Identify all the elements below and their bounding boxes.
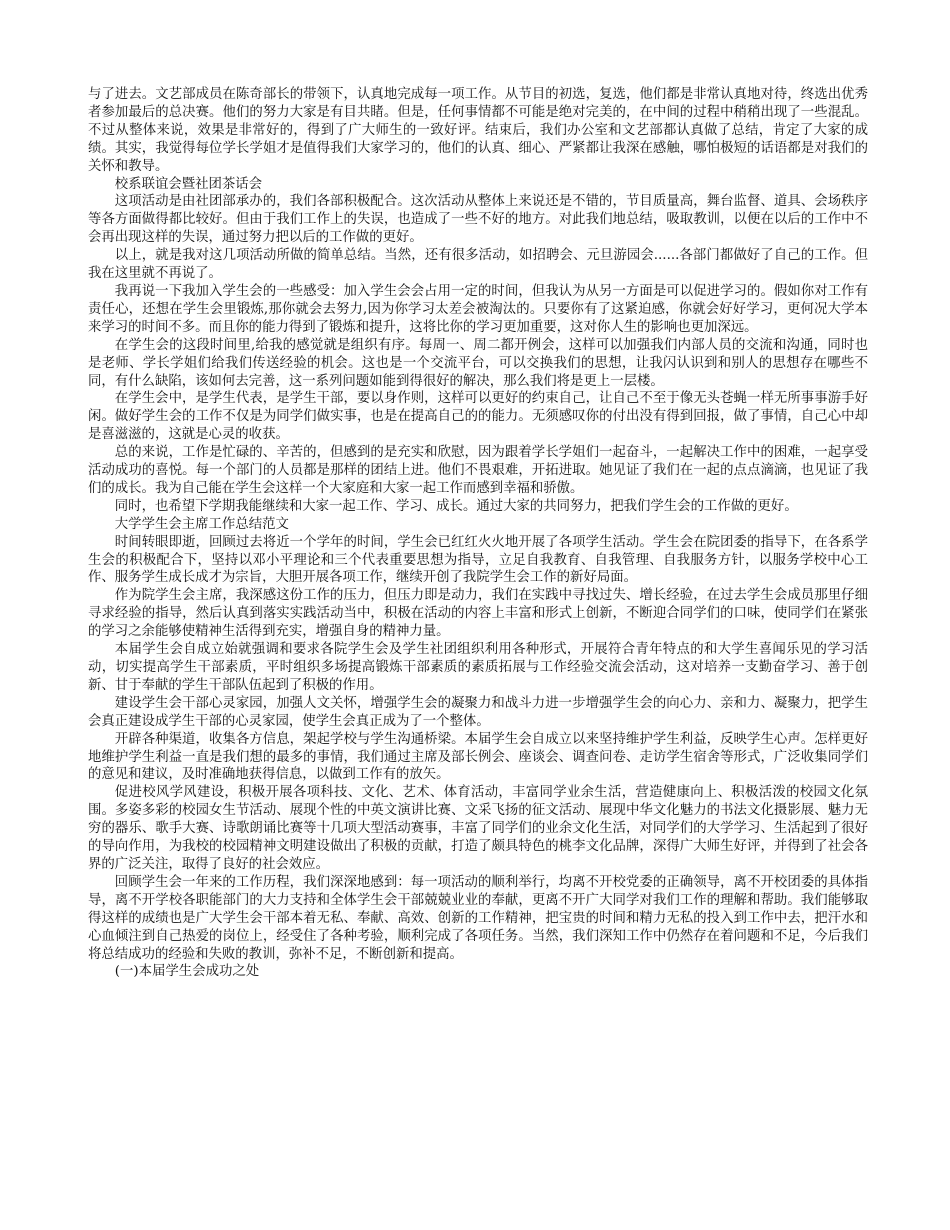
body-paragraph: 同时，也希望下学期我能继续和大家一起工作、学习、成长。通过大家的共同努力，把我们学生会的工作做的更好。 [114, 498, 798, 514]
body-paragraph: 促进校风学风建设，积极开展各项科技、文化、艺术、体育活动，丰富同学业余生活，营造健康向上、积极活泼的校园文化氛围。多姿多彩的校园女生节活动、展现个性的中英文演讲比赛、文采飞扬的征文活动、展现中华文化魅力的书法文化摄影展、魅力无穷的器乐、歌手大赛、诗歌朗诵比赛等十几项大型活动赛事，丰富了同学们的业余文化生活，对同学们的大学学习、生活起到了很好的导向作用，为我校的校园精神文明建设做出了积极的贡献，打造了颇具特色的桃李文化品牌，深得广大师生好评，并得到了社会各界的广泛关注，取得了良好的社会效应。 [88, 785, 868, 872]
document-page [88, 86, 868, 981]
body-paragraph: 以上，就是我对这几项活动所做的简单总结。当然，还有很多活动，如招聘会、元旦游园会......各部门都做好了自己的工作。但我在这里就不再说了。 [88, 248, 868, 282]
body-paragraph: 在学生会的这段时间里,给我的感觉就是组织有序。每周一、周二都开例会，这样可以加强我们内部人员的交流和沟通，同时也是老师、学长学姐们给我们传送经验的机会。这也是一个交流平台，可以交换我们的思想，让我闪认识到和别人的思想存在哪些不同，有什么缺陷，该如何去完善，这一系列问题如能到得很好的解决，那么我们将是更上一层楼。 [88, 337, 868, 389]
body-paragraph: 本届学生会自成立始就强调和要求各院学生会及学生社团组织利用各种形式，开展符合青年特点的和大学生喜闻乐见的学习活动，切实提高学生干部素质，平时组织多场提高锻炼干部素质的素质拓展与工作经验交流会活动，这对培养一支勤奋学习、善于创新、甘于奉献的学生干部队伍起到了积极的作用。 [88, 642, 868, 693]
section-heading: 大学学生会主席工作总结范文 [114, 516, 289, 532]
body-paragraph: 这项活动是由社团部承办的，我们各部积极配合。这次活动从整体上来说还是不错的，节目质量高，舞台监督、道具、会场秩序等各方面做得都比较好。但由于我们工作上的失误，也造成了一些不好的地方。对此我们地总结，吸取教训，以便在以后的工作中不会再出现这样的失误，通过努力把以后的工作做的更好。 [88, 194, 868, 246]
body-paragraph: 建设学生会干部心灵家园，加强人文关怀，增强学生会的凝聚力和战斗力进一步增强学生会的向心力、亲和力、凝聚力，把学生会真正建设成学生干部的心灵家园，使学生会真正成为了一个整体。 [88, 695, 868, 729]
body-paragraph: 回顾学生会一年来的工作历程，我们深深地感到：每一项活动的顺利举行，均离不开校党委的正确领导，离不开校团委的具体指导，离不开学校各职能部门的大力支持和全体学生会干部兢兢业业的奉献，更离不开广大同学对我们工作的理解和帮助。我们能够取得这样的成绩也是广大学生会干部本着无私、奉献、高效、创新的工作精神，把宝贵的时间和精力无私的投入到工作中去，把汗水和心血倾注到自己热爱的岗位上，经受住了各种考验，顺利完成了各项任务。当然，我们深知工作中仍然存在着问题和不足，今后我们将总结成功的经验和失败的教训，弥补不足，不断创新和提高。 [88, 874, 868, 962]
body-paragraph: 与了进去。文艺部成员在陈奇部长的带领下，认真地完成每一项工作。从节目的初选，复选，他们都是非常认真地对待，终选出优秀者参加最后的总决赛。他们的努力大家是有目共睹。但是，任何事情都不可能是绝对完美的，在中间的过程中稍稍出现了一些混乱。不过从整体来说，效果是非常好的，得到了广大师生的一致好评。结束后，我们办公室和文艺部都认真做了总结，肯定了大家的成绩。其实，我觉得每位学长学姐才是值得我们大家学习的，他们的认真、细心、严紧都让我深在感触，哪怕极短的话语都是对我们的关怀和教导。 [88, 87, 868, 174]
section-heading: 校系联谊会暨社团茶话会 [114, 176, 263, 192]
body-paragraph: 我再说一下我加入学生会的一些感受：加入学生会会占用一定的时间，但我认为从另一方面是可以促进学习的。假如你对工作有责任心，还想在学生会里锻炼,那你就会去努力,因为你学习太差会被淘汰的。只要你有了这紧迫感，你就会好好学习，更何况大学本来学习的时间不多。而且你的能力得到了锻炼和提升，这将比你的学习更加重要，这对你人生的影响也更加深远。 [88, 283, 868, 335]
body-paragraph: 作为院学生会主席，我深感这份工作的压力，但压力即是动力，我们在实践中寻找过失、增长经验，在过去学生会成员那里仔细寻求经验的指导，然后认真到落实实践活动当中，积极在活动的内容上丰富和形式上创新，不断迎合同学们的口味，使同学们在紧张的学习之余能够使精神生活得到充实，增强自身的精神力量。 [88, 588, 868, 640]
body-paragraph: 开辟各种渠道，收集各方信息，架起学校与学生沟通桥梁。本届学生会自成立以来坚持维护学生利益，反映学生心声。怎样更好地维护学生利益一直是我们想的最多的事情，我们通过主席及部长例会、座谈会、调查问卷、走访学生宿舍等形式，广泛收集同学们的意见和建议，及时准确地获得信息，以做到工作有的放矢。 [88, 731, 868, 783]
body-paragraph: 在学生会中，是学生代表，是学生干部，要以身作则，这样可以更好的约束自己，让自己不至于像无头苍蝇一样无所事事游手好闲。做好学生会的工作不仅是为同学们做实事，也是在提高自己的的能力。无须感叹你的付出没有得到回报，做了事情，自己心中却是喜滋滋的，这就是心灵的收获。 [88, 391, 868, 443]
section-heading: (一)本届学生会成功之处 [114, 964, 260, 980]
body-paragraph: 时间转眼即逝，回顾过去将近一个学年的时间，学生会已红红火火地开展了各项学生活动。学生会在院团委的指导下，在各系学生会的积极配合下，坚持以邓小平理论和三个代表重要思想为指导，立足自我教育、自我管理、自我服务方针，以服务学校中心工作、服务学生成长成才为宗旨，大胆开展各项工作，继续开创了我院学生会工作的新好局面。 [88, 534, 868, 586]
body-paragraph: 总的来说，工作是忙碌的、辛苦的，但感到的是充实和欣慰，因为跟着学长学姐们一起奋斗，一起解决工作中的困难，一起享受活动成功的喜悦。每一个部门的人员都是那样的团结上进。他们不畏艰难，开拓进取。她见证了我们在一起的点点滴滴，也见证了我们的成长。我为自己能在学生会这样一个大家庭和大家一起工作而感到幸福和骄傲。 [88, 445, 868, 496]
